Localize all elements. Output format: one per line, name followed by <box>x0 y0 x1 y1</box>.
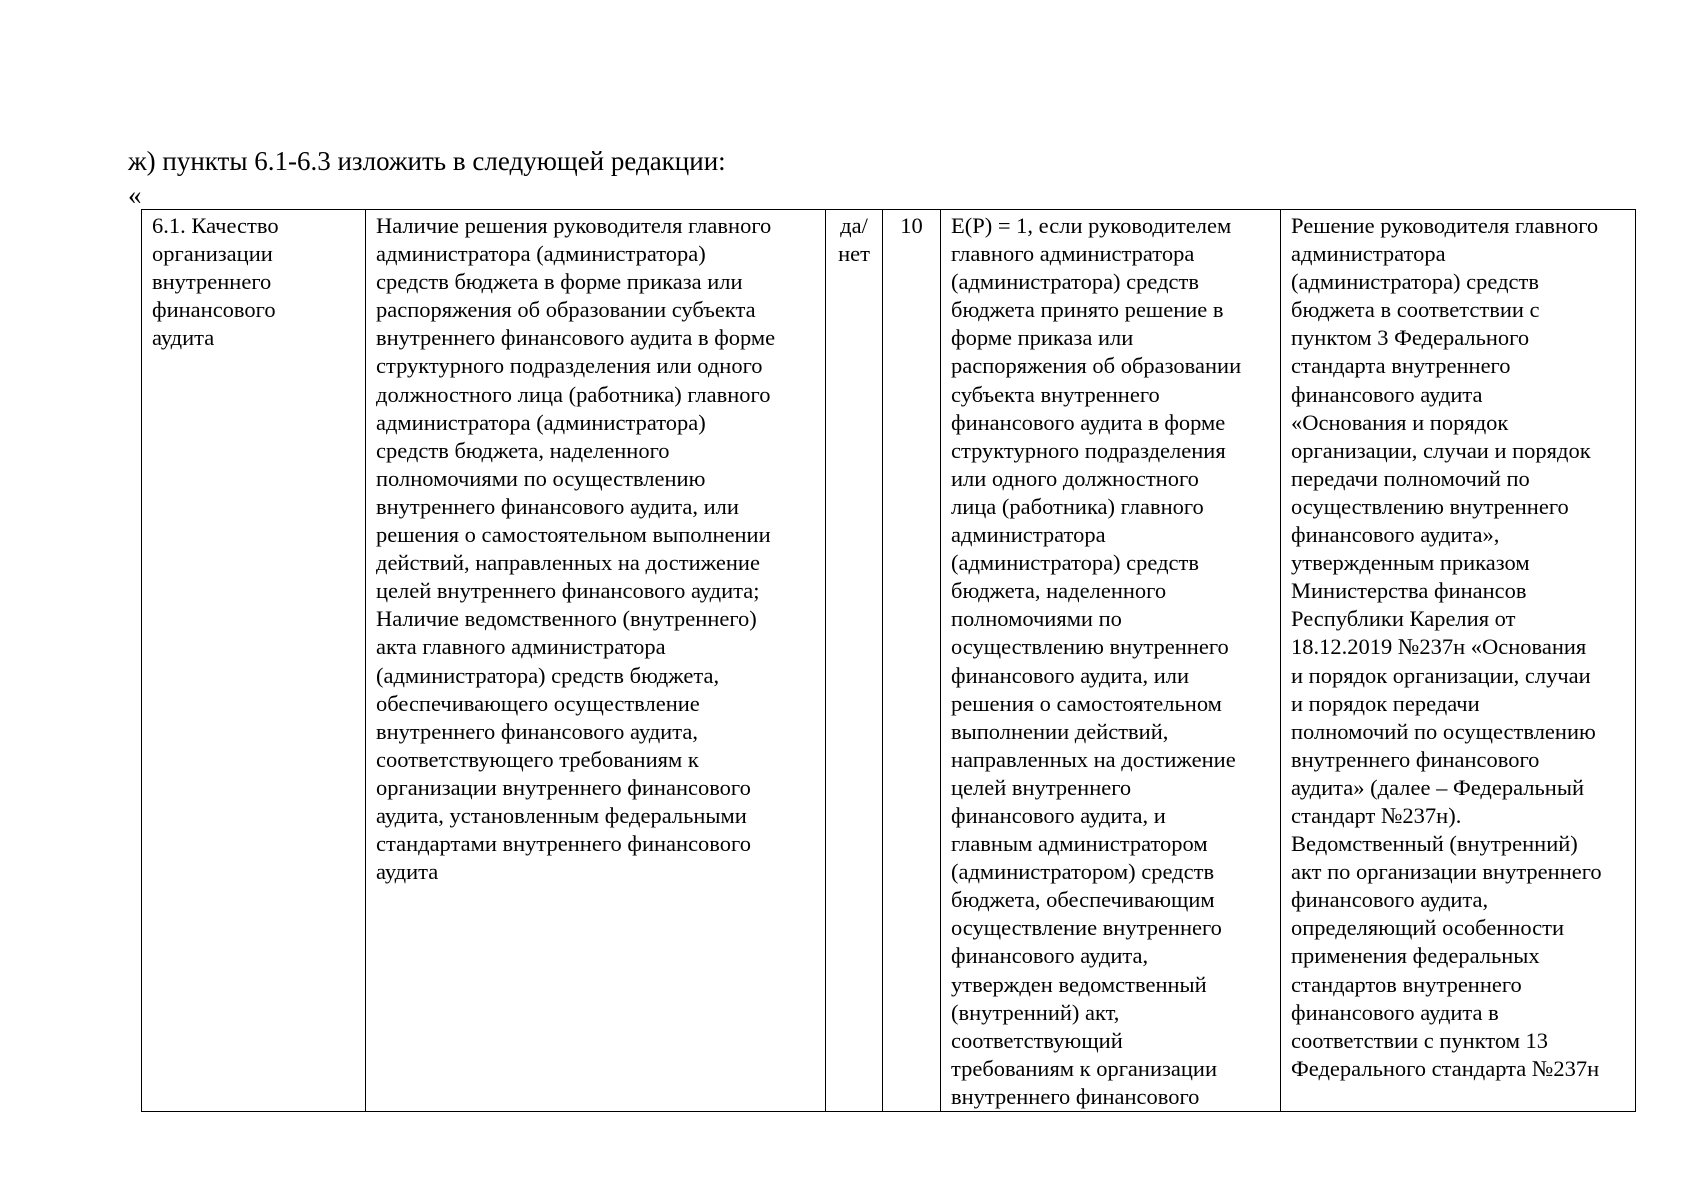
unit-cell <box>826 210 883 1112</box>
opening-quote-mark: « <box>128 180 142 210</box>
indicators-table <box>141 209 1636 1112</box>
unit-value: да/ нет <box>838 213 870 267</box>
formula-cell <box>941 210 1281 1112</box>
table-row <box>142 210 1636 1112</box>
indicator-description-cell <box>366 210 826 1112</box>
indicator-description: Наличие решения руководителя главного администратора (администратора) средств бюджета в форме приказа или распоряжения об образовании субъекта внутреннего финансового аудита в форме структурного подразделения или одного должностного лица (работника) главного администратора (администратора) средств бюджета, наделенного полномочиями по осуществлению внутреннего финансового аудита, или решения о самостоятельном выполнении действий, направленных на достижение целей внутреннего финансового аудита; Наличие ведомственного (внутреннего) акта главного администратора (администратора) средств бюджета, обеспечивающего осуществление внутреннего финансового аудита, соответствующего требованиям к организации внутреннего финансового аудита, установленным федеральными стандартами внутреннего финансового аудита <box>376 213 776 885</box>
source-text: Решение руководителя главного администратора (администратора) средств бюджета в соответствии с пунктом 3 Федерального стандарта внутреннего финансового аудита «Основания и порядок организации, случаи и порядок передачи полномочий по осуществлению внутреннего финансового аудита», утвержденным приказом Министерства финансов Республики Карелия от 18.12.2019 №237н «Основания и порядок организации, случаи и порядок передачи полномочий по осуществлению внутреннего финансового аудита» (далее – Федеральный стандарт №237н). Ведомственный (внутренний) акт по организации внутреннего финансового аудита, определяющий особенности применения федеральных стандартов внутреннего финансового аудита в соответствии с пунктом 13 Федерального стандарта №237н <box>1291 213 1602 1081</box>
indicator-name: 6.1. Качество организации внутреннего финансового аудита <box>152 213 279 351</box>
weight-value: 10 <box>900 213 923 238</box>
weight-cell <box>883 210 941 1112</box>
indicator-name-cell <box>142 210 366 1112</box>
section-intro-text: ж) пункты 6.1-6.3 изложить в следующей редакции: <box>128 146 726 176</box>
source-cell <box>1281 210 1636 1112</box>
formula-text: E(P) = 1, если руководителем главного администратора (администратора) средств бюджета принято решение в форме приказа или распоряжения об образовании субъекта внутреннего финансового аудита в форме структурного подразделения или одного должностного лица (работника) главного администратора (администратора) средств бюджета, наделенного полномочиями по осуществлению внутреннего финансового аудита, или решения о самостоятельном выполнении действий, направленных на достижение целей внутреннего финансового аудита, и главным администратором (администратором) средств бюджета, обеспечивающим осуществление внутреннего финансового аудита, утвержден ведомственный (внутренний) акт, соответствующий требованиям к организации внутреннего финансового <box>951 213 1242 1109</box>
